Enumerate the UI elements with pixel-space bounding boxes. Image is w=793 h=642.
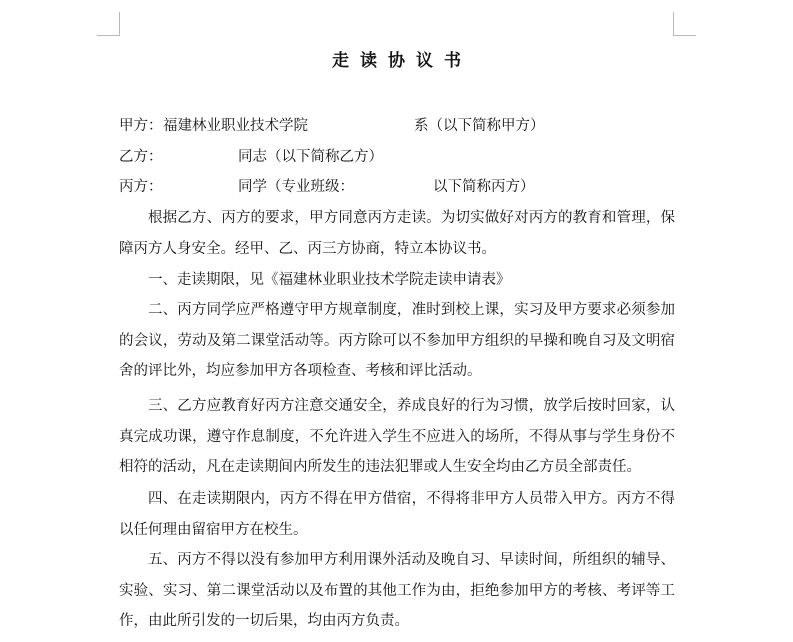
party-a-label: 甲方： [119, 118, 163, 134]
paragraph-clause-3: 三、乙方应教育好丙方注意交通安全，养成良好的行为习惯，放学后按时回家，认真完成功课，遵守作息制度，不允许进入学生不应进入的场所，不得从事与学生身份不相符的活动，凡在走读期间内所发生的违法犯罪或人生安全均由乙方员全部责任。 [119, 398, 675, 475]
party-a-name: 福建林业职业技术学院 [163, 118, 308, 134]
paragraph-clause-2: 二、丙方同学应严格遵守甲方规章制度，准时到校上课，实习及甲方要求必须参加的会议，劳动及第二课堂活动等。丙方除可以不参加甲方组织的早操和晚自习及文明宿舍的评比外，均应参加甲方各项检查、考核和评比活动。 [119, 302, 675, 379]
crop-mark-top-right [673, 35, 696, 36]
paragraph-clause-1: 一、走读期限，见《福建林业职业技术学院走读申请表》 [148, 272, 511, 288]
party-b-label: 乙方： [119, 149, 163, 165]
crop-mark-top-right [673, 12, 674, 36]
paragraph-clause-4: 四、在走读期限内，丙方不得在甲方借宿，不得将非甲方人员带入甲方。丙方不得以任何理由留宿甲方在校生。 [119, 491, 675, 538]
crop-mark-top-left [97, 35, 120, 36]
party-c-label: 丙方： [119, 179, 163, 195]
party-c-tail: 以下简称丙方） [433, 179, 535, 195]
party-b-tail: 同志（以下简称乙方） [238, 149, 383, 165]
document-title: 走读协议书 [332, 51, 472, 71]
paragraph-preamble: 根据乙方、丙方的要求，甲方同意丙方走读。为切实做好对丙方的教育和管理，保障丙方人身安全。经甲、乙、丙三方协商，特立本协议书。 [119, 210, 675, 257]
party-c-mid: 同学（专业班级： [238, 179, 354, 195]
paragraph-clause-5: 五、丙方不得以没有参加甲方利用课外活动及晚自习、早读时间，所组织的辅导、实验、实习、第二课堂活动以及布置的其他工作为由，拒绝参加甲方的考核、考评等工作，由此所引发的一切后果，均由丙方负责。 [119, 552, 675, 629]
party-a-tail: 系（以下简称甲方） [414, 118, 545, 134]
crop-mark-top-left [119, 12, 120, 36]
